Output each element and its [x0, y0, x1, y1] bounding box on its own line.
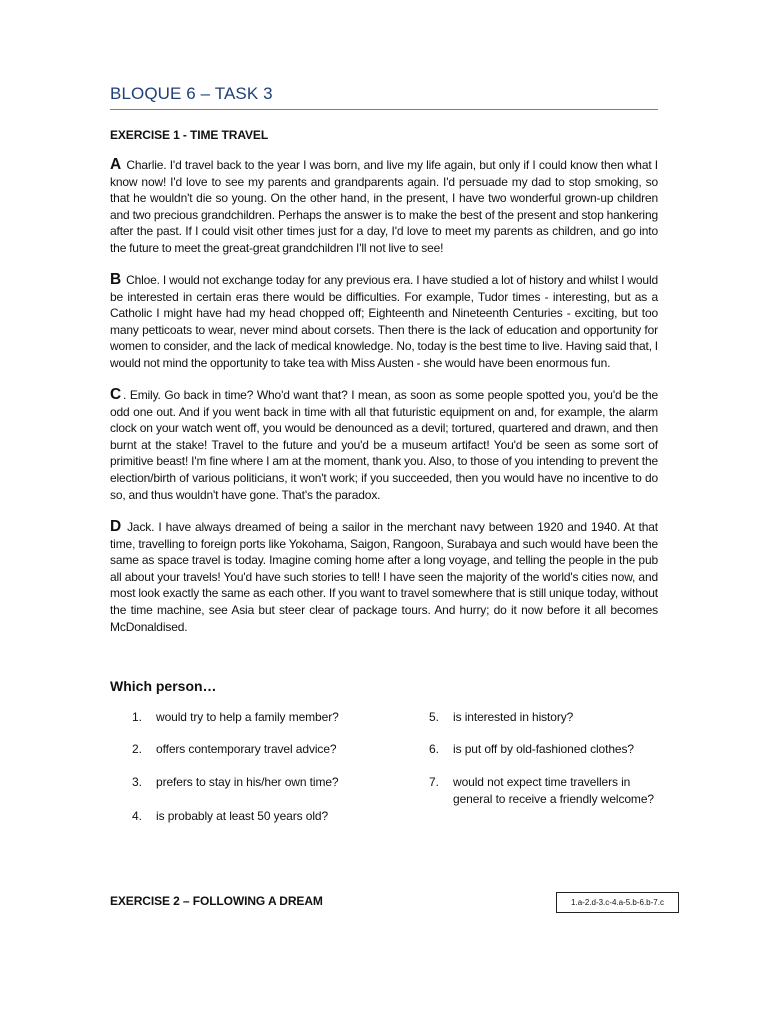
question-text: is put off by old-fashioned clothes? [453, 742, 634, 756]
which-person-heading: Which person… [110, 678, 217, 694]
paragraph-text: Charlie. I'd travel back to the year I was born, and live my life again, but only if I could know then what I know now! I'd love to see my parents and grandparents again. I'd persuade my dad to stop smoking, so that he wouldn't die so young. On the other hand, in the present, I have two wonderful grown-up children and two precious grandchildren. Perhaps the answer is to make the best of the present and stop hankering after the past. If I could visit other times just for a day, I'd love to meet my parents as children, and go into the future to meet the great-great grandchildren I'll not live to see! [110, 158, 658, 255]
question-number: 6. [429, 742, 439, 756]
question-text: prefers to stay in his/her own time? [156, 775, 339, 789]
question-text: would try to help a family member? [156, 710, 339, 724]
question-text: offers contemporary travel advice? [156, 742, 337, 756]
paragraph-letter: D [110, 518, 122, 535]
paragraph-a [110, 157, 658, 257]
question-number: 7. [429, 775, 439, 789]
question-number: 5. [429, 710, 439, 724]
paragraph-letter: A [110, 156, 122, 173]
question-text: would not expect time travellers in general to receive a friendly welcome? [453, 775, 654, 806]
question-text: is interested in history? [453, 710, 574, 724]
question-number: 3. [132, 775, 142, 789]
paragraph-text: Jack. I have always dreamed of being a sailor in the merchant navy between 1920 and 1940. At that time, travelling to foreign ports like Yokohama, Saigon, Rangoon, Surabaya and such would have been the same as space travel is today. Imagine coming home after a long voyage, and telling the people in the pub all about your travels! You'd have such stories to tell! I have seen the majority of the world's cities now, and most look exactly the same as each other. If you want to travel somewhere that is still unique today, without the time machine, see Asia but steer clear of package tours. And hurry; do it now before it all becomes McDonaldised. [110, 520, 658, 634]
question-number: 4. [132, 809, 142, 823]
title-underline [110, 109, 658, 110]
question-number: 2. [132, 742, 142, 756]
paragraph-c [110, 387, 658, 503]
paragraph-d [110, 519, 658, 635]
question-number: 1. [132, 710, 142, 724]
answer-key-box: 1.a-2.d-3.c-4.a-5.b-6.b-7.c [556, 892, 679, 913]
paragraph-text: . Emily. Go back in time? Who'd want that? I mean, as soon as some people spotted you, you'd be the odd one out. And if you went back in time with all that futuristic equipment on and, for example, the alarm clock on your watch went off, you would be denounced as a devil; tortured, quartered and drawn, and then burnt at the stake! Travel to the future and you'd be a museum artifact! You'd be seen as some sort of primitive beast! I'm fine where I am at the moment, thank you. Also, to those of you intending to prevent the election/birth of various politicians, it won't work; if you succeeded, then you would have no incentive to do so, and thus wouldn't have gone. That's the paradox. [110, 388, 658, 502]
exercise-2-heading: EXERCISE 2 – FOLLOWING A DREAM [110, 894, 323, 908]
exercise-1-heading: EXERCISE 1 - TIME TRAVEL [110, 128, 269, 142]
question-text: is probably at least 50 years old? [156, 809, 329, 823]
page-title: BLOQUE 6 – TASK 3 [110, 84, 273, 103]
paragraph-text: Chloe. I would not exchange today for any previous era. I have studied a lot of history and whilst I would be interested in certain eras there would be difficulties. For example, Tudor times - interesting, but as a Catholic I might have had my head chopped off; Eighteenth and Nineteenth Centuries - exciting, but too many petticoats to wear, never mind about corsets. Then there is the lack of education and opportunity for women to consider, and the lack of medical knowledge. No, today is the best time to live. Having said that, I would not mind the opportunity to take tea with Miss Austen - she would have been enormous fun. [110, 273, 658, 370]
paragraph-b [110, 272, 658, 372]
paragraph-letter: C [110, 386, 122, 403]
paragraph-letter: B [110, 271, 122, 288]
